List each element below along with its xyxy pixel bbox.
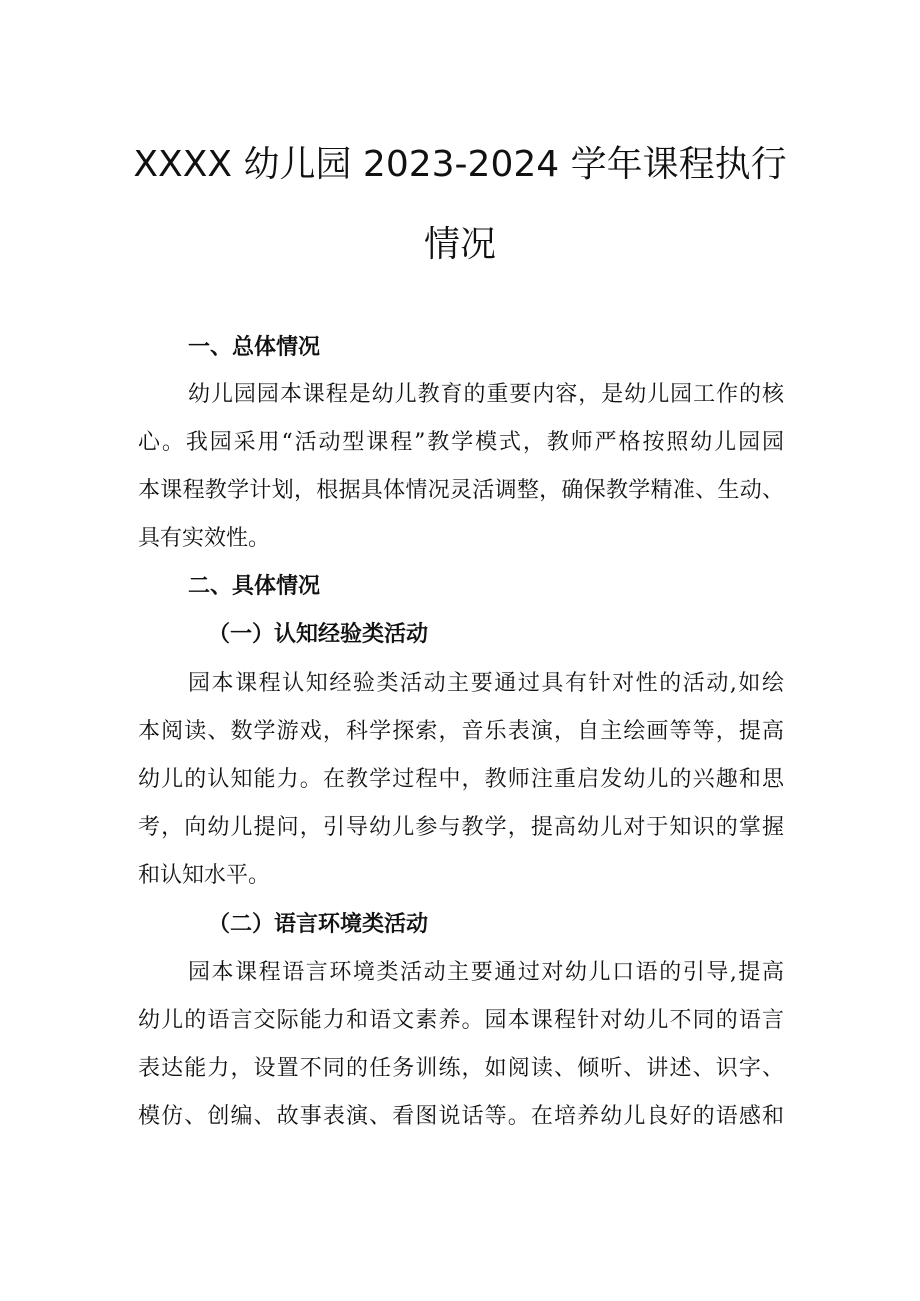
document-title-line-1: XXXX 幼儿园 2023-2024 学年课程执行 [133, 144, 787, 185]
subsection-1-paragraph-line: 本阅读、数学游戏，科学探索，音乐表演，自主绘画等等，提高 [138, 719, 784, 744]
section-1-paragraph-line: 心。我园采用“活动型课程”教学模式，教师严格按照幼儿园园 [138, 430, 784, 455]
subsection-2-paragraph-line: 幼儿的语言交际能力和语文素养。园本课程针对幼儿不同的语言 [138, 1008, 784, 1033]
subsection-2-paragraph-line: 表达能力，设置不同的任务训练，如阅读、倾听、讲述、识字、 [138, 1056, 784, 1081]
subsection-2-paragraph-line: 模仿、创编、故事表演、看图说话等。在培养幼儿良好的语感和 [138, 1104, 784, 1129]
section-1-paragraph-line: 具有实效性。 [138, 526, 271, 551]
subsection-1-heading: （一）认知经验类活动 [208, 622, 429, 647]
document-title-line-2: 情况 [423, 224, 496, 265]
section-2-heading: 二、具体情况 [188, 574, 321, 599]
subsection-1-paragraph-line: 考，向幼儿提问，引导幼儿参与教学，提高幼儿对于知识的掌握 [138, 815, 784, 840]
section-1-paragraph-line: 本课程教学计划，根据具体情况灵活调整，确保教学精准、生动、 [138, 478, 784, 503]
subsection-1-paragraph-line: 和认知水平。 [138, 863, 271, 888]
subsection-2-heading: （二）语言环境类活动 [208, 912, 429, 937]
subsection-2-paragraph-line: 园本课程语言环境类活动主要通过对幼儿口语的引导,提高 [188, 960, 784, 985]
section-1-heading: 一、总体情况 [188, 335, 321, 360]
subsection-1-paragraph-line: 园本课程认知经验类活动主要通过具有针对性的活动,如绘 [188, 671, 784, 696]
section-1-paragraph-line: 幼儿园园本课程是幼儿教育的重要内容，是幼儿园工作的核 [188, 382, 784, 407]
subsection-1-paragraph-line: 幼儿的认知能力。在教学过程中，教师注重启发幼儿的兴趣和思 [138, 767, 784, 792]
